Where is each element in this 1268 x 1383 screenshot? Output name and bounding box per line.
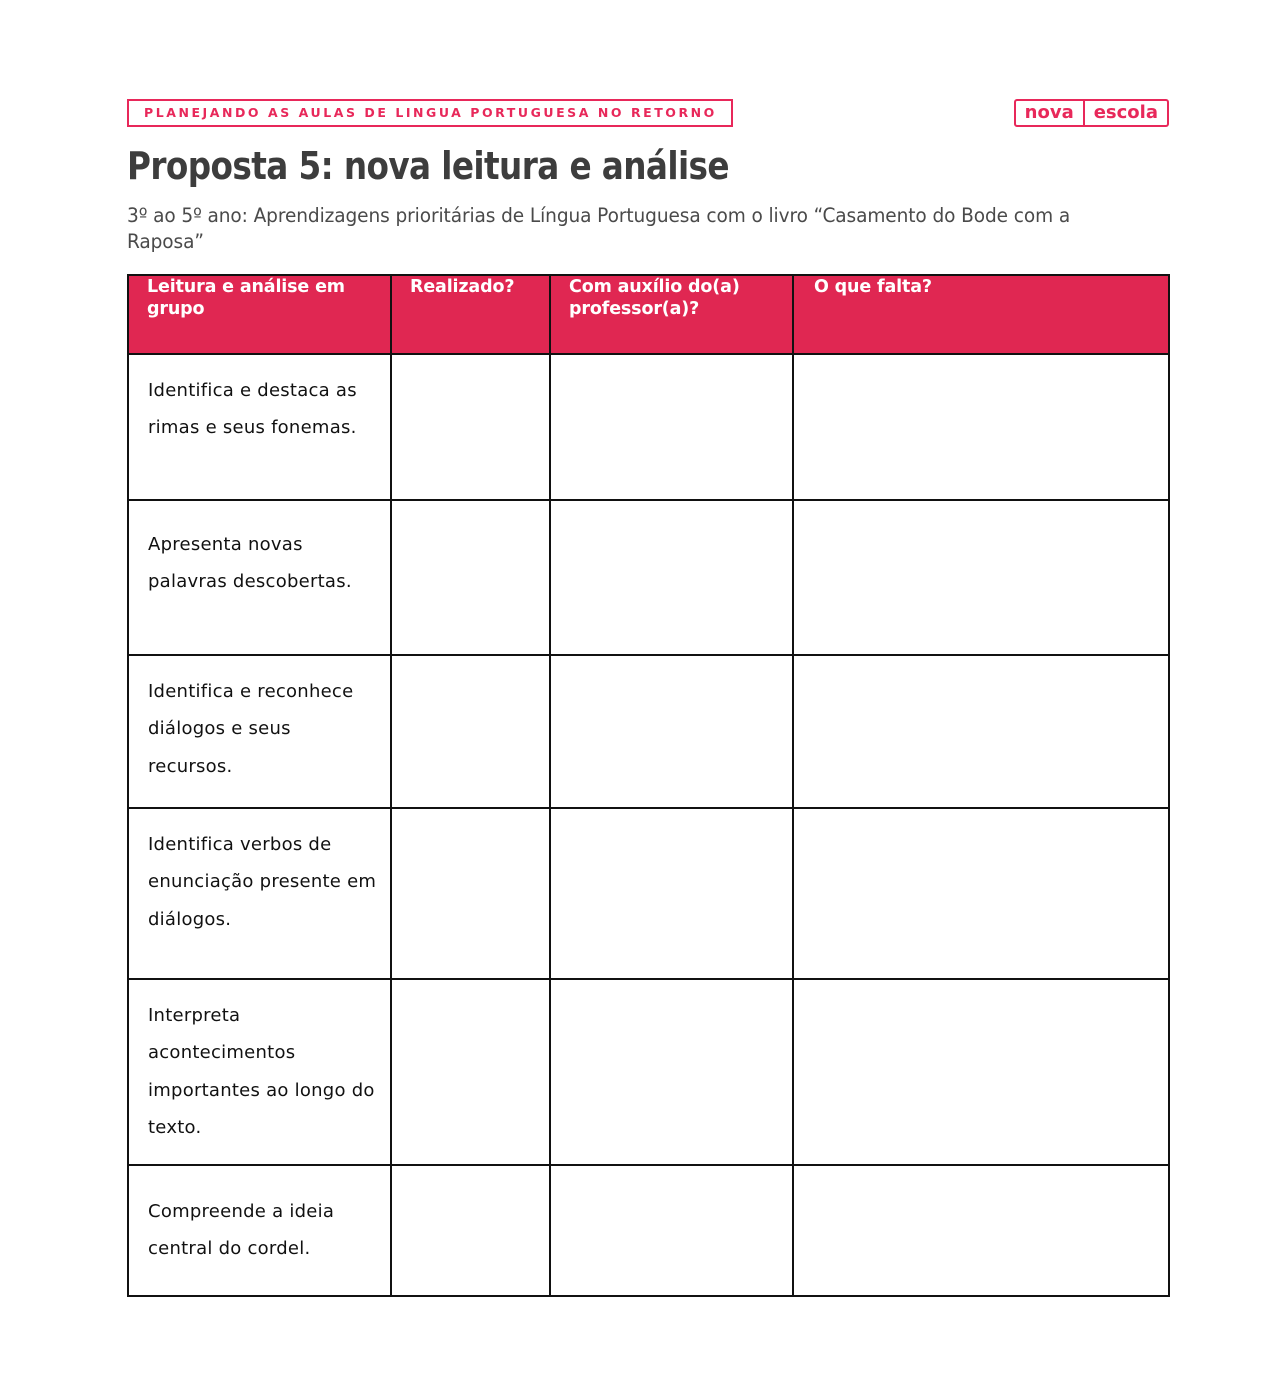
realizado-cell[interactable] — [391, 979, 550, 1165]
falta-cell[interactable] — [793, 979, 1169, 1165]
skill-label: Identifica e reconhece diálogos e seus recursos. — [148, 681, 354, 777]
table-body — [128, 354, 1169, 1296]
realizado-value — [392, 355, 549, 389]
realizado-value — [392, 501, 549, 543]
falta-value — [794, 355, 1168, 389]
skill-label: Apresenta novas palavras descobertas. — [148, 534, 352, 593]
table-row — [128, 354, 1169, 500]
realizado-value — [392, 809, 549, 843]
realizado-value — [392, 656, 549, 690]
auxilio-cell[interactable] — [550, 808, 793, 979]
falta-value — [794, 809, 1168, 843]
kicker-badge: PLANEJANDO AS AULAS DE LINGUA PORTUGUESA NO RETORNO — [127, 99, 733, 127]
auxilio-value — [551, 501, 792, 543]
skill-label: Identifica verbos de enunciação presente em diálogos. — [148, 834, 377, 930]
auxilio-cell[interactable] — [550, 500, 793, 655]
skills-checklist-table — [127, 274, 1170, 1297]
column-header-realizado-label: Realizado? — [410, 277, 515, 297]
auxilio-value — [551, 1166, 792, 1210]
skill-label: Interpreta acontecimentos importantes ao longo do texto. — [148, 1005, 375, 1139]
falta-value — [794, 501, 1168, 543]
falta-value — [794, 980, 1168, 1014]
realizado-value — [392, 980, 549, 1014]
table-header-row — [128, 275, 1169, 354]
column-header-realizado — [391, 275, 550, 354]
falta-cell[interactable] — [793, 655, 1169, 808]
column-header-falta-label: O que falta? — [814, 277, 932, 297]
auxilio-cell[interactable] — [550, 655, 793, 808]
page-title: Proposta 5: nova leitura e análise — [127, 144, 729, 188]
table-row — [128, 808, 1169, 979]
skill-cell — [128, 500, 391, 655]
table-row — [128, 500, 1169, 655]
realizado-cell[interactable] — [391, 655, 550, 808]
falta-cell[interactable] — [793, 354, 1169, 500]
auxilio-value — [551, 355, 792, 389]
skill-label: Compreende a ideia central do cordel. — [148, 1200, 335, 1260]
auxilio-value — [551, 656, 792, 690]
skill-label: Identifica e destaca as rimas e seus fonemas. — [148, 380, 357, 439]
skill-cell — [128, 354, 391, 500]
auxilio-cell[interactable] — [550, 354, 793, 500]
nova-escola-logo — [1014, 99, 1169, 127]
table-row — [128, 1165, 1169, 1296]
auxilio-cell[interactable] — [550, 1165, 793, 1296]
skill-cell — [128, 1165, 391, 1296]
column-header-skill — [128, 275, 391, 354]
falta-cell[interactable] — [793, 500, 1169, 655]
auxilio-cell[interactable] — [550, 979, 793, 1165]
auxilio-value — [551, 809, 792, 843]
column-header-falta — [793, 275, 1169, 354]
logo-word-escola: escola — [1093, 102, 1158, 123]
column-header-skill-label: Leitura e análise em grupo — [147, 277, 345, 320]
skill-cell — [128, 808, 391, 979]
realizado-cell[interactable] — [391, 808, 550, 979]
column-header-auxilio — [550, 275, 793, 354]
falta-cell[interactable] — [793, 1165, 1169, 1296]
skill-cell — [128, 655, 391, 808]
falta-value — [794, 656, 1168, 690]
realizado-cell[interactable] — [391, 354, 550, 500]
falta-cell[interactable] — [793, 808, 1169, 979]
table-row — [128, 979, 1169, 1165]
column-header-auxilio-label: Com auxílio do(a) professor(a)? — [569, 277, 740, 320]
table-head — [128, 275, 1169, 354]
logo-word-nova: nova — [1024, 102, 1074, 123]
realizado-cell[interactable] — [391, 1165, 550, 1296]
realizado-value — [392, 1166, 549, 1210]
realizado-cell[interactable] — [391, 500, 550, 655]
table-row — [128, 655, 1169, 808]
top-bar — [127, 99, 1169, 127]
auxilio-value — [551, 980, 792, 1014]
page-subtitle: 3º ao 5º ano: Aprendizagens prioritárias de Língua Portuguesa com o livro “Casamento do Bode com a Raposa” — [127, 204, 1071, 253]
falta-value — [794, 1166, 1168, 1210]
skill-cell — [128, 979, 391, 1165]
